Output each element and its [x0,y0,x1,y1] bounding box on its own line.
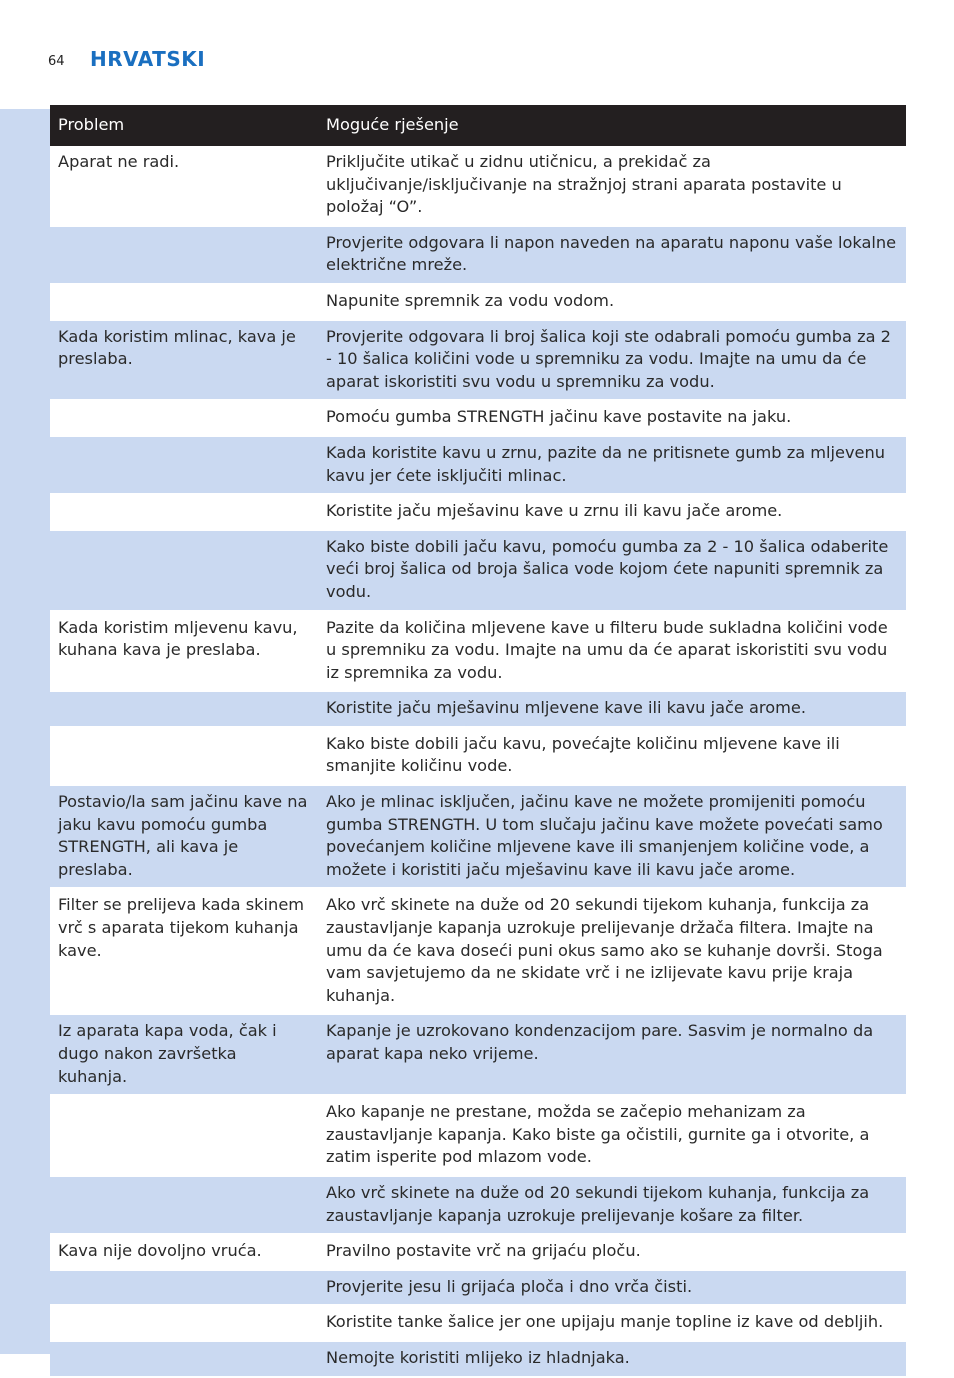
table-row [50,1342,906,1378]
solution-cell: Provjerite jesu li grijaća ploča i dno vrča čisti. [318,1271,906,1307]
table-row [50,146,906,227]
solution-cell: Koristite jaču mješavinu kave u zrnu ili kavu jače arome. [318,495,906,531]
solution-cell: Kako biste dobili jaču kavu, povećajte količinu mljevene kave ili smanjite količinu vode. [318,728,906,786]
problem-cell [50,692,318,728]
problem-cell: Aparat ne radi. [50,146,318,227]
problem-cell [50,285,318,321]
solution-cell: Napunite spremnik za vodu vodom. [318,285,906,321]
problem-cell: Iz aparata kapa voda, čak i dugo nakon završetka kuhanja. [50,1015,318,1096]
table-row [50,692,906,728]
solution-cell: Pazite da količina mljevene kave u filteru bude sukladna količini vode u spremniku za vodu. Imajte na umu da će aparat iskoristiti svu vodu iz spremnika za vodu. [318,612,906,693]
table-row [50,612,906,693]
solution-cell: Kako biste dobili jaču kavu, pomoću gumba za 2 - 10 šalica odaberite veći broj šalica od broja šalica vode kojom ćete napuniti spremnik za vodu. [318,531,906,612]
table-row [50,321,906,402]
problem-cell [50,1096,318,1177]
column-header-problem: Problem [50,105,318,146]
solution-cell: Nemojte koristiti mlijeko iz hladnjaka. [318,1342,906,1378]
table-row [50,1096,906,1177]
problem-cell: Filter se prelijeva kada skinem vrč s aparata tijekom kuhanja kave. [50,889,318,1015]
problem-cell [50,1177,318,1235]
page-number: 64 [48,54,65,69]
table-row [50,1235,906,1271]
problem-cell: Postavio/la sam jačinu kave na jaku kavu pomoću gumba STRENGTH, ali kava je preslaba. [50,786,318,889]
solution-cell: Provjerite odgovara li napon naveden na aparatu naponu vaše lokalne električne mreže. [318,227,906,285]
section-title: HRVATSKI [90,47,206,71]
solution-cell: Koristite tanke šalice jer one upijaju manje topline iz kave od debljih. [318,1306,906,1342]
problem-cell [50,531,318,612]
problem-cell: Kada koristim mlinac, kava je preslaba. [50,321,318,402]
problem-cell [50,401,318,437]
solution-cell: Ako vrč skinete na duže od 20 sekundi tijekom kuhanja, funkcija za zaustavljanje kapanja uzrokuje prelijevanje košare za filter. [318,1177,906,1235]
problem-cell: Kada koristim mljevenu kavu, kuhana kava je preslaba. [50,612,318,693]
solution-cell: Priključite utikač u zidnu utičnicu, a prekidač za uključivanje/isključivanje na stražnjoj strani aparata postavite u položaj “O”. [318,146,906,227]
table-row [50,1271,906,1307]
table-row [50,889,906,1015]
table-row [50,401,906,437]
troubleshooting-table [50,105,906,1378]
column-header-solution: Moguće rješenje [318,105,906,146]
table-row [50,531,906,612]
problem-cell [50,495,318,531]
table-row [50,786,906,889]
problem-cell [50,437,318,495]
solution-cell: Kapanje je uzrokovano kondenzacijom pare. Sasvim je normalno da aparat kapa neko vrijeme. [318,1015,906,1096]
solution-cell: Ako kapanje ne prestane, možda se začepio mehanizam za zaustavljanje kapanja. Kako biste ga očistili, gurnite ga i otvorite, a zatim isperite pod mlazom vode. [318,1096,906,1177]
problem-cell: Kava nije dovoljno vruća. [50,1235,318,1271]
solution-cell: Koristite jaču mješavinu mljevene kave ili kavu jače arome. [318,692,906,728]
solution-cell: Provjerite odgovara li broj šalica koji ste odabrali pomoću gumba za 2 - 10 šalica količini vode u spremniku za vodu. Imajte na umu da će aparat iskoristiti svu vodu u spremniku za vodu. [318,321,906,402]
problem-cell [50,1271,318,1307]
solution-cell: Pravilno postavite vrč na grijaću ploču. [318,1235,906,1271]
table-row [50,1306,906,1342]
table-header-row [50,105,906,146]
table-row [50,495,906,531]
solution-cell: Ako vrč skinete na duže od 20 sekundi tijekom kuhanja, funkcija za zaustavljanje kapanja uzrokuje prelijevanje držača filtera. Imajte na umu da će kava doseći puni okus samo ako se kuhanje dovrši. Stoga vam savjetujemo da ne skidate vrč i ne izlijevate kavu prije kraja kuhanja. [318,889,906,1015]
problem-cell [50,1342,318,1378]
problem-cell [50,728,318,786]
problem-cell [50,227,318,285]
solution-cell: Pomoću gumba STRENGTH jačinu kave postavite na jaku. [318,401,906,437]
solution-cell: Kada koristite kavu u zrnu, pazite da ne pritisnete gumb za mljevenu kavu jer ćete isključiti mlinac. [318,437,906,495]
table-row [50,227,906,285]
table-row [50,728,906,786]
table-row [50,285,906,321]
table-body [50,146,906,1378]
solution-cell: Ako je mlinac isključen, jačinu kave ne možete promijeniti pomoću gumba STRENGTH. U tom slučaju jačinu kave možete povećati samo povećanjem količine mljevene kave ili smanjenjem količine vode, a možete i koristiti jaču mješavinu kave ili kavu jače arome. [318,786,906,889]
problem-cell [50,1306,318,1342]
table-row [50,437,906,495]
table-row [50,1015,906,1096]
table-row [50,1177,906,1235]
